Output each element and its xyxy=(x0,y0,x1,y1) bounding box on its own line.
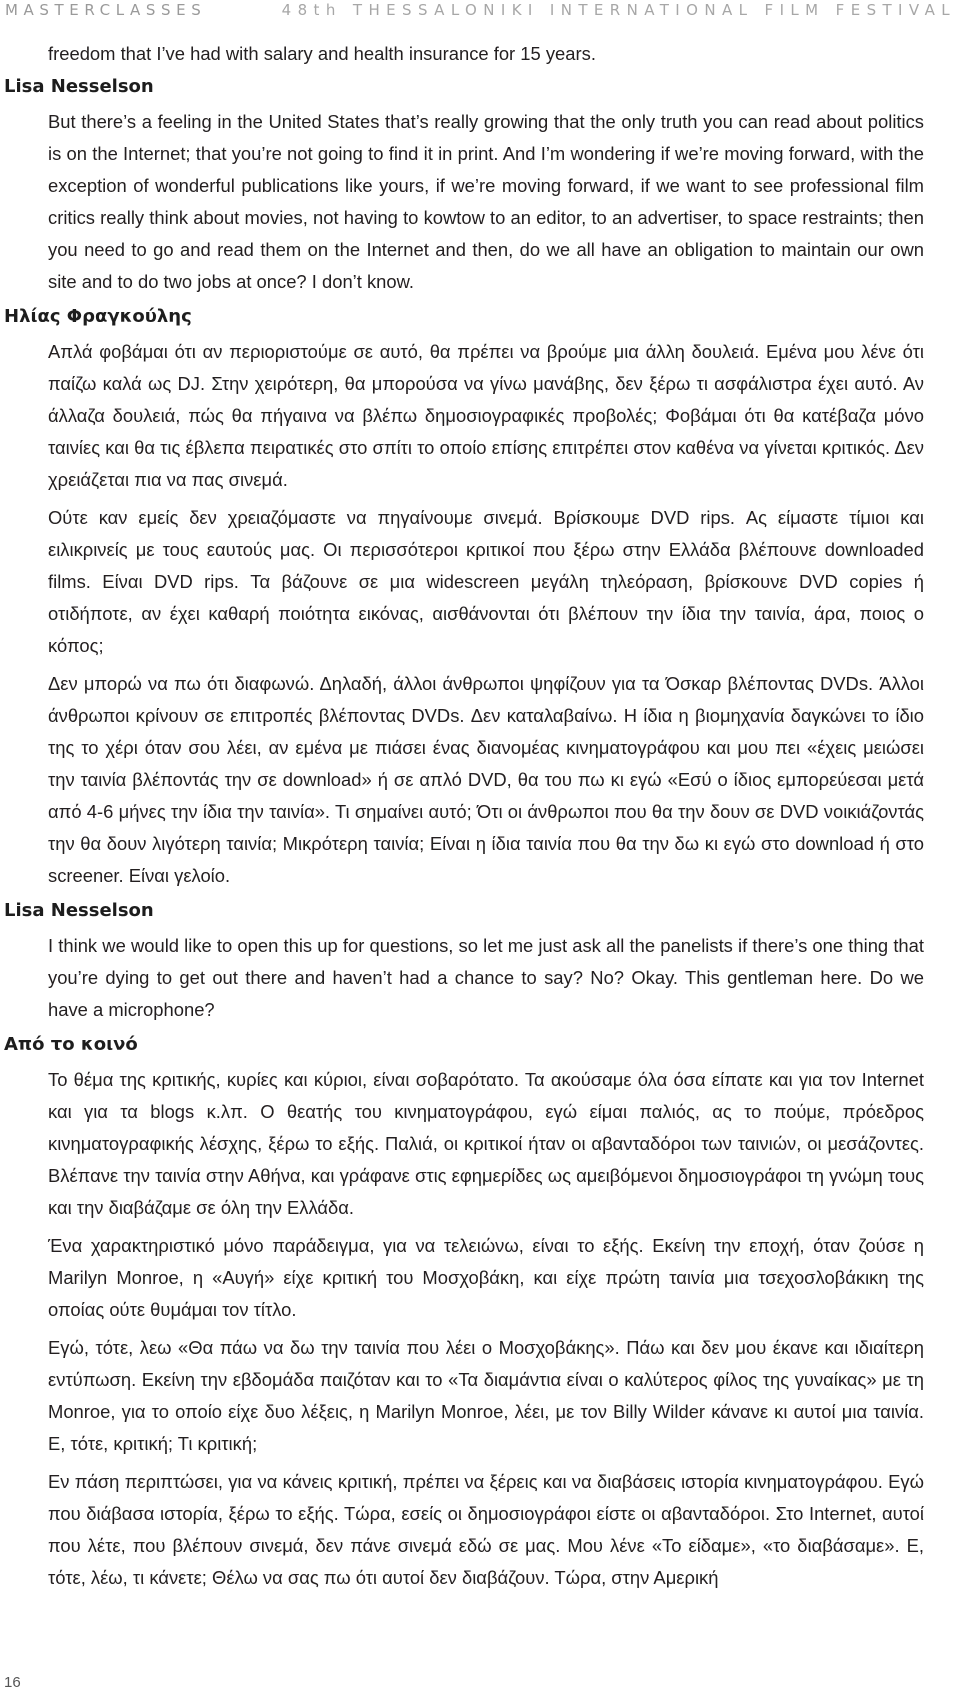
running-header xyxy=(0,0,960,20)
paragraph: Ούτε καν εμείς δεν χρειαζόμαστε να πηγαίνουμε σινεμά. Βρίσκουμε DVD rips. Ας είμαστε τίμιοι και ειλικρινείς με τους εαυτούς μας. Οι περισσότεροι κριτικοί που ξέρω στην Ελλάδα βλέπουνε downloaded films. Είναι DVD rips. Τα βάζουνε σε μια widescreen μεγάλη τηλεόραση, βρίσκουνε DVD copies ή οτιδήποτε, αν έχει καθαρή ποιότητα εικόνας, αισθάνονται ότι βλέπουν την ίδια την ταινία, άρα, ποιος ο κόπος; xyxy=(48,507,924,656)
paragraph: freedom that I’ve had with salary and health insurance for 15 years. xyxy=(48,43,596,64)
paragraph: But there’s a feeling in the United States that’s really growing that the only truth you can read about politics is on the Internet; that you’re not going to find it in print. And I’m wondering if we’re moving forward, with the exception of wonderful publications like yours, if we’re moving forward, if we want to see professional film critics really think about movies, not having to kowtow to an editor, to an advertiser, to space restraints; then you need to go and read them on the Internet and then, do we all have an obligation to maintain our own site and to do two jobs at once? I don’t know. xyxy=(48,111,924,292)
section-title: MASTERCLASSES xyxy=(5,1,207,19)
paragraph: Εγώ, τότε, λεω «Θα πάω να δω την ταινία που λέει ο Μοσχοβάκης». Πάω και δεν μου έκανε και ιδιαίτερη εντύπωση. Εκείνη την εβδομάδα παιζόταν και το «Τα διαμάντια είναι ο καλύτερος φίλος της γυναίκας» με τη Monroe, για το οποίο είχε δυο λέξεις, η Marilyn Monroe, λέει, με τον Billy Wilder κάνανε κι αυτοί μια ταινία. Ε, τότε, κριτική; Τι κριτική; xyxy=(48,1337,924,1454)
paragraph: Απλά φοβάμαι ότι αν περιοριστούμε σε αυτό, θα πρέπει να βρούμε μια άλλη δουλειά. Εμένα μου λένε ότι παίζω καλά ως DJ. Στην χειρότερη, θα μπορούσα να γίνω μανάβης, δεν ξέρω τι ασφάλιστρα έχει αυτό. Αν άλλαζα δουλειά, πώς θα πήγαινα να βλέπω δημοσιογραφικές προβολές; Φοβάμαι ότι θα κατέβαζα μόνο ταινίες και θα τις έβλεπα πειρατικές στο σπίτι το οποίο επίσης επιτρέπει στον καθένα να γίνεται κριτικός. Δεν χρειάζεται πια να πας σινεμά. xyxy=(48,341,924,490)
paragraph: Το θέμα της κριτικής, κυρίες και κύριοι, είναι σοβαρότατο. Τα ακούσαμε όλα όσα είπατε και για τον Internet και για τα blogs κ.λπ. Ο θεατής του κινηματογράφου, εγώ είμαι παλιός, ας το πούμε, πρόεδρος κινηματογραφικής λέσχης, ξέρω το εξής. Παλιά, οι κριτικοί ήταν οι αβανταδόροι των ταινιών, οι μεσάζοντες. Βλέπανε την ταινία στην Αθήνα, και γράφανε στις εφημερίδες ως αμειβόμενοι δημοσιογράφοι τη γνώμη τους και την διαβάζαμε σε όλη την Ελλάδα. xyxy=(48,1069,924,1218)
festival-title: 48th THESSALONIKI INTERNATIONAL FILM FESTIVAL xyxy=(281,1,956,19)
speaker-name: Από το κοινό xyxy=(4,1034,138,1055)
speaker-name: Lisa Nesselson xyxy=(4,900,154,921)
speaker-name: Ηλίας Φραγκούλης xyxy=(4,306,192,327)
paragraph: Δεν μπορώ να πω ότι διαφωνώ. Δηλαδή, άλλοι άνθρωποι ψηφίζουν για τα Όσκαρ βλέποντας DVDs. Άλλοι άνθρωποι κρίνουν σε επιτροπές βλέποντας DVDs. Δεν καταλαβαίνω. Η ίδια η βιομηχανία δαγκώνει το ίδιο της το χέρι όταν σου λέει, αν εμένα με πιάσει ένας διανομέας κινηματογράφου και μου πει «έχεις μειώσει την ταινία βλέποντάς την σε download» ή σε απλό DVD, θα του πω κι εγώ «Εσύ ο ίδιος εμπορεύεσαι μετά από 4-6 μήνες την ίδια την ταινία». Τι σημαίνει αυτό; Ότι οι άνθρωποι που θα την δουν σε DVD νοικιάζοντάς την θα δουν λιγότερη ταινία; Μικρότερη ταινία; Είναι η ίδια ταινία που θα την δω κι εγώ στο download ή στο screener. Είναι γελοίο. xyxy=(48,673,924,886)
paragraph: Εν πάση περιπτώσει, για να κάνεις κριτική, πρέπει να ξέρεις και να διαβάσεις ιστορία κινηματογράφου. Εγώ που διάβασα ιστορία, ξέρω το εξής. Τώρα, εσείς οι δημοσιογράφοι είστε οι αβανταδόροι. Στο Internet, αυτοί που λέτε, που βλέπουν σινεμά, δεν πάνε σινεμά εδώ σε μας. Μου λένε «Το είδαμε», «το διαβάσαμε». Ε, τότε, λέω, τι κάνετε; Θέλω να σας πω ότι αυτοί δεν διαβάζουν. Τώρα, στην Αμερική xyxy=(48,1471,924,1588)
paragraph: Ένα χαρακτηριστικό μόνο παράδειγμα, για να τελειώνω, είναι το εξής. Εκείνη την εποχή, όταν ζούσε η Marilyn Monroe, η «Αυγή» είχε κριτική του Μοσχοβάκη, και είχε πρώτη ταινία μια τσεχοσλοβάκικη της οποίας ούτε θυμάμαι τον τίτλο. xyxy=(48,1235,924,1320)
paragraph: I think we would like to open this up for questions, so let me just ask all the panelists if there’s one thing that you’re dying to get out there and haven’t had a chance to say? No? Okay. This gentleman here. Do we have a microphone? xyxy=(48,935,924,1020)
transcript-body xyxy=(0,38,960,1600)
speaker-name: Lisa Nesselson xyxy=(4,76,154,97)
page-number: 16 xyxy=(4,1674,21,1691)
